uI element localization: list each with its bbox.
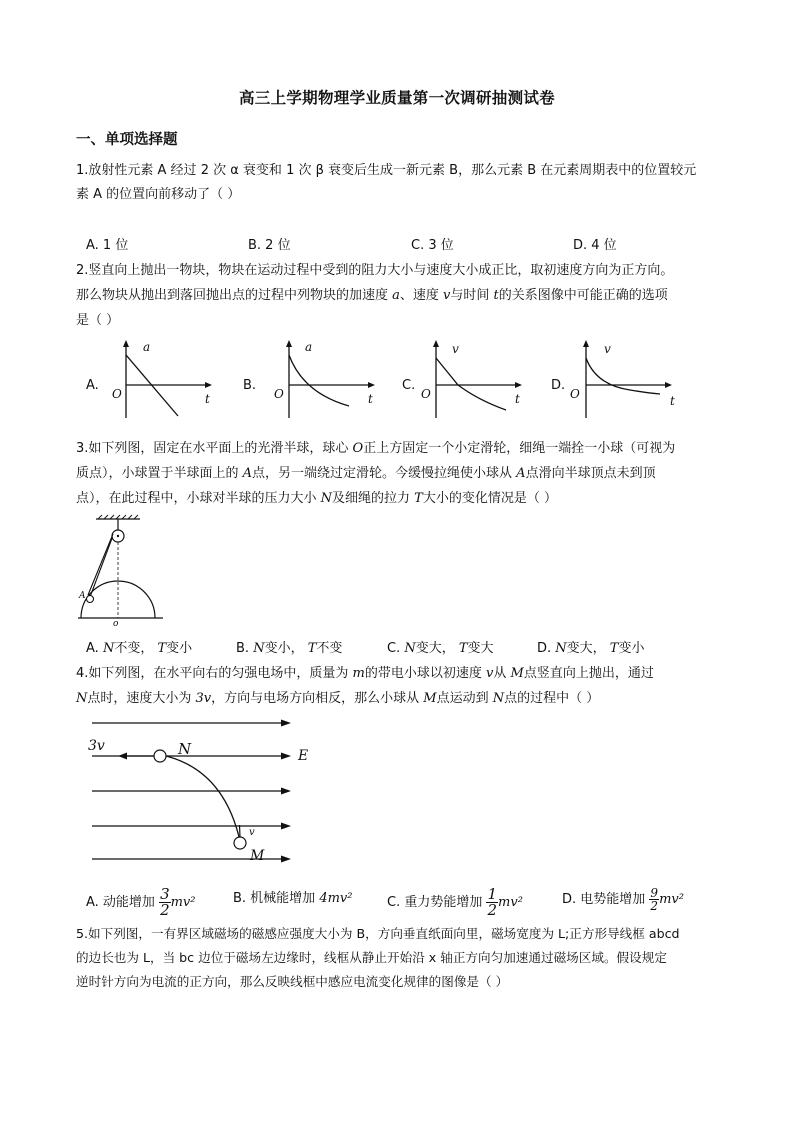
q2d-xlabel: t [670,394,675,408]
q4-label-v: v [249,827,255,838]
q2-graph-a [108,338,218,422]
q1-option-a: A. 1 位 [86,238,129,253]
var-t: t [493,288,499,303]
q2a-origin: O [112,387,122,401]
fraction: $\frac{3}{2}$ [160,885,170,919]
q5-line1: 5.如下列图，一有界区域磁场的磁感应强度大小为 B，方向垂直纸面向里，磁场宽度为 L;正方形导线框 abcd [76,926,680,941]
q2-graph-b [271,338,381,422]
q2-line2: 那么物块从抛出到落回抛出点的过程中列物块的加速度 a、速度 v与时间 t的关系图像中可能正确的选项 [76,288,668,303]
ball-at-n [154,750,166,762]
q2-graph-d [568,338,678,422]
q1-line1: 1.放射性元素 A 经过 2 次 α 衰变和 1 次 β 衰变后生成一新元素 B，那么元素 B 在元素周期表中的位置较元 [76,163,697,178]
q5-line3: 逆时针方向为电流的正方向，那么反映线框中感应电流变化规律的图像是（ ） [76,974,509,989]
q2a-ylabel: a [143,340,151,354]
q2b-xlabel: t [368,392,373,406]
q4-label-m: M [250,848,265,864]
q2d-ylabel: v [604,342,611,356]
trajectory [166,756,240,841]
q3-option-b: B. N变小， T不变 [236,641,343,656]
q1-option-d: D. 4 位 [573,238,617,253]
q2d-origin: O [570,387,580,401]
q4-option-a: A. 动能增加 $\frac{3}{2}$ mv² [86,885,196,919]
field-arrows [281,720,291,863]
q2a-xlabel: t [205,392,210,406]
y-arrow [123,340,129,347]
q2-line1: 2.竖直向上抛出一物块，物块在运动过程中受到的阻力大小与速度大小成正比，取初速度方向为正方向。 [76,263,674,278]
q2-option-a: A. [86,378,99,393]
fraction: $\frac{1}{2}$ [487,885,498,919]
graph-curve [289,355,349,406]
fraction: $\frac{9}{2}$ [650,886,659,913]
q2c-ylabel: v [452,342,459,356]
rope-right [90,537,113,597]
q3-option-d: D. N变大， T变小 [537,641,645,656]
q4-label-e: E [298,748,309,764]
ball-at-m [234,837,246,849]
q3-line1: 3.如下列图，固定在水平面上的光滑半球，球心 O正上方固定一个小定滑轮，细绳一端拴一小球（可视为 [76,441,676,456]
q2-line3: 是（ ） [76,313,120,328]
q1-line2: 素 A 的位置向前移动了（ ） [76,187,241,202]
q2b-origin: O [274,387,284,401]
q4-figure [84,715,299,865]
q1-option-c: C. 3 位 [411,238,454,253]
q3-option-c: C. N变大， T变大 [387,641,494,656]
q2-option-c: C. [402,378,416,393]
var-a: a [392,288,400,303]
q4-line2: N点时，速度大小为 3v，方向与电场方向相反，那么小球从 M点运动到 N点的过程中（ ） [76,691,600,706]
page-title: 高三上学期物理学业质量第一次调研抽测试卷 [238,89,555,107]
q3-line2: 质点），小球置于半球面上的 A点，另一端绕过定滑轮。今缓慢拉绳使小球从 A点滑向半球顶点未到顶 [76,466,656,481]
graph-curve [586,358,660,394]
x-arrow [205,382,212,388]
q3-option-a: A. N不变， T变小 [86,641,193,656]
q4-option-d: D. 电势能增加 $\frac{9}{2}$ mv² [562,886,684,913]
q1-option-b: B. 2 位 [248,238,291,253]
q4-line1: 4.如下列图，在水平向右的匀强电场中，质量为 m的带电小球以初速度 v从 M点竖直向上抛出，通过 [76,666,654,681]
q2-option-b: B. [243,378,257,393]
graph-curve [436,358,506,410]
var-v: v [443,288,451,303]
q3-label-o: o [113,619,119,629]
q4-label-3v: 3v [88,738,105,754]
q3-label-a: A [79,591,86,601]
q3-figure [78,515,168,630]
q2c-origin: O [421,387,431,401]
q2-option-d: D. [551,378,566,393]
q2c-xlabel: t [515,392,520,406]
ball [87,596,94,603]
q2b-ylabel: a [305,340,313,354]
q2-graph-c [418,338,528,422]
section-heading: 一、单项选择题 [76,132,178,148]
q5-line2: 的边长也为 L，当 bc 边位于磁场左边缘时，线框从静止开始沿 x 轴正方向匀加速通过磁场区域。假设规定 [76,950,667,965]
q4-label-n: N [178,740,192,758]
q3-line3: 点），在此过程中，小球对半球的压力大小 N及细绳的拉力 T大小的变化情况是（ ） [76,491,557,506]
q4-option-c: C. 重力势能增加 $\frac{1}{2}$ mv² [387,885,523,919]
q4-option-b: B. 机械能增加 4mv² [233,891,353,906]
